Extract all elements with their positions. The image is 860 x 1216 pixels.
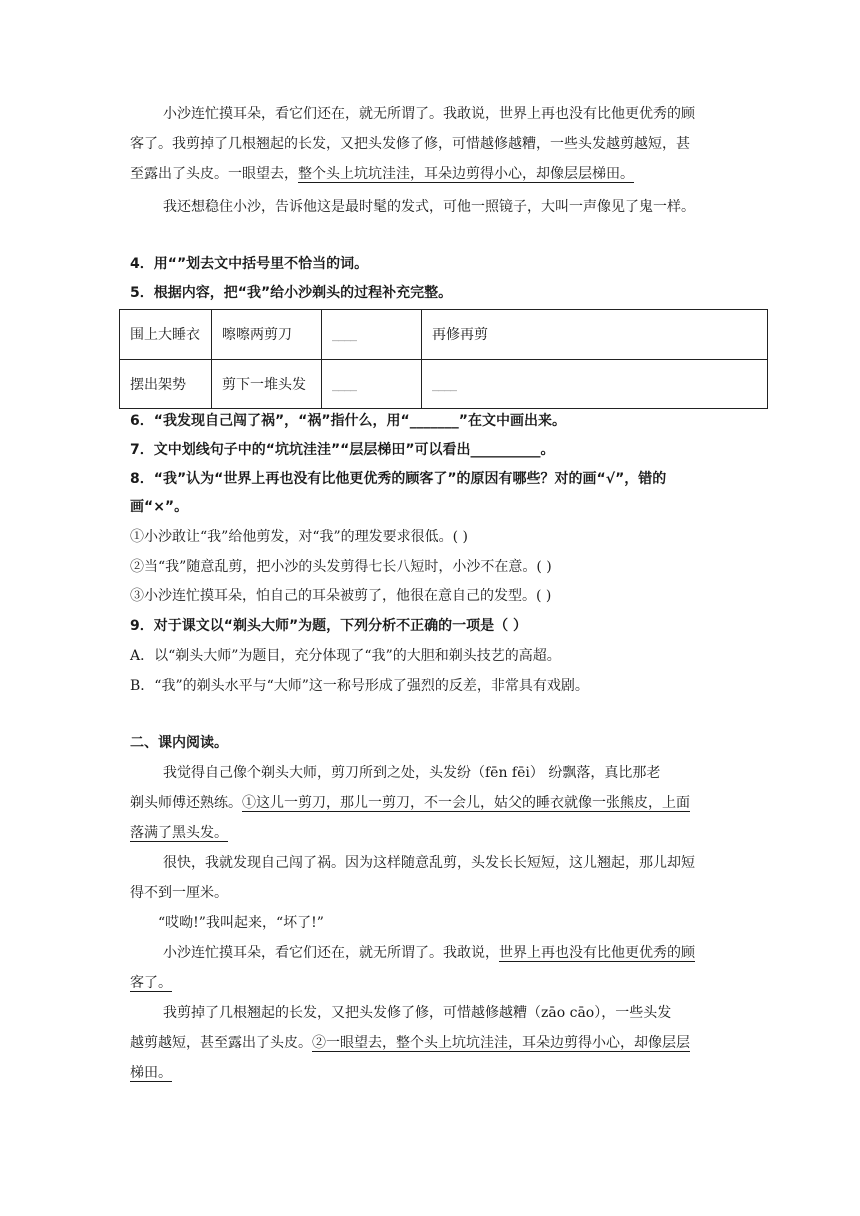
table-blank-cell[interactable]: ____: [322, 310, 422, 360]
question-7: 7．文中划线句子中的“坑坑洼洼”“层层梯田”可以看出__________。: [130, 442, 555, 458]
passage-top-p1-line1: 小沙连忙摸耳朵，看它们还在，就无所谓了。我敢说，世界上再也没有比他更优秀的顾: [163, 106, 695, 122]
question-5: 5．根据内容，把“我”给小沙剃头的过程补充完整。: [130, 285, 453, 301]
underlined-sentence-1: ①这儿一剪刀，那儿一剪刀，不一会儿，姑父的睡衣就像一张熊皮，上面: [242, 795, 690, 811]
section-2-p4-line2: [130, 973, 172, 993]
question-8-line2: 画“×”。: [130, 499, 189, 515]
underlined-sentence: 整个头上坑坑洼洼，耳朵边剪得小心，却像层层梯田。: [298, 166, 634, 182]
question-8-option-1: ①小沙敢让“我”给他剪发，对“我”的理发要求很低。( ): [130, 529, 469, 545]
underlined-sentence-1-cont: 落满了黑头发。: [130, 825, 228, 841]
question-6: 6．“我发现自己闯了祸”，“祸”指什么，用“_______”在文中画出来。: [130, 413, 566, 429]
section-2-p3: “哎呦!”我叫起来，“坏了!”: [158, 915, 324, 931]
section-2-p1-line3: [130, 823, 228, 843]
underlined-phrase-cont: 客了。: [130, 975, 172, 991]
table-blank-cell[interactable]: ____: [322, 359, 422, 409]
section-2-heading: 二、课内阅读。: [130, 735, 228, 751]
underlined-sentence-2-cont: 梯田。: [130, 1065, 172, 1081]
section-2-text: 剃头师傅还熟练。: [130, 795, 242, 811]
question-4: 4．用“”划去文中括号里不恰当的词。: [130, 256, 369, 272]
table-row: [120, 359, 768, 409]
table-cell: 围上大睡衣: [120, 310, 212, 360]
section-2-p5-line1: 我剪掉了几根翘起的长发，又把头发修了修，可惜越修越糟（zāo cāo），一些头发: [163, 1005, 672, 1021]
table-cell: 嚓嚓两剪刀: [212, 310, 322, 360]
table-row: [120, 310, 768, 360]
section-2-p2-line1: 很快，我就发现自己闯了祸。因为这样随意乱剪，头发长长短短，这儿翘起，那儿却短: [163, 855, 695, 871]
section-2-p5-line2: [130, 1033, 690, 1053]
underlined-phrase: 世界上再也没有比他更优秀的顾: [499, 945, 695, 961]
question-9-option-b: B．“我”的剃头水平与“大师”这一称号形成了强烈的反差，非常具有戏剧。: [130, 678, 589, 694]
underlined-sentence-2: ②一眼望去，整个头上坑坑洼洼，耳朵边剪得小心，却像层层: [312, 1035, 690, 1051]
process-table: [119, 309, 768, 409]
question-8-option-2: ②当“我”随意乱剪，把小沙的头发剪得七长八短时，小沙不在意。( ): [130, 559, 552, 575]
table-cell: 摆出架势: [120, 359, 212, 409]
section-2-p4-line1: [163, 943, 695, 963]
section-2-p1-line2: [130, 793, 690, 813]
question-9-option-a: A．以“剃头大师”为题目，充分体现了“我”的大胆和剃头技艺的高超。: [130, 648, 561, 664]
section-2-text: 越剪越短，甚至露出了头皮。: [130, 1035, 312, 1051]
section-2-text: 小沙连忙摸耳朵，看它们还在，就无所谓了。我敢说，: [163, 945, 499, 961]
question-9: 9．对于课文以“剃头大师”为题，下列分析不正确的一项是（ ）: [130, 618, 528, 634]
passage-top-p1-line2: 客了。我剪掉了几根翘起的长发，又把头发修了修，可惜越修越糟，一些头发越剪越短，甚: [130, 136, 690, 152]
question-8-option-3: ③小沙连忙摸耳朵，怕自己的耳朵被剪了，他很在意自己的发型。( ): [130, 588, 552, 604]
table-blank-cell[interactable]: ____: [422, 359, 768, 409]
table-cell: 再修再剪: [422, 310, 768, 360]
passage-top-p1-line3: [130, 164, 634, 184]
section-2-p1-line1: 我觉得自己像个剃头大师，剪刀所到之处，头发纷（fēn fēi） 纷飘落，真比那老: [163, 765, 661, 781]
passage-top-text: 至露出了头皮。一眼望去，: [130, 166, 298, 182]
question-8-line1: 8．“我”认为“世界上再也没有比他更优秀的顾客了”的原因有哪些？对的画“√”，错的: [130, 471, 667, 487]
section-2-p5-line3: [130, 1063, 172, 1083]
section-2-p2-line2: 得不到一厘米。: [130, 885, 228, 901]
table-cell: 剪下一堆头发: [212, 359, 322, 409]
passage-top-p2-line1: 我还想稳住小沙，告诉他这是最时髦的发式，可他一照镜子，大叫一声像见了鬼一样。: [163, 199, 695, 215]
